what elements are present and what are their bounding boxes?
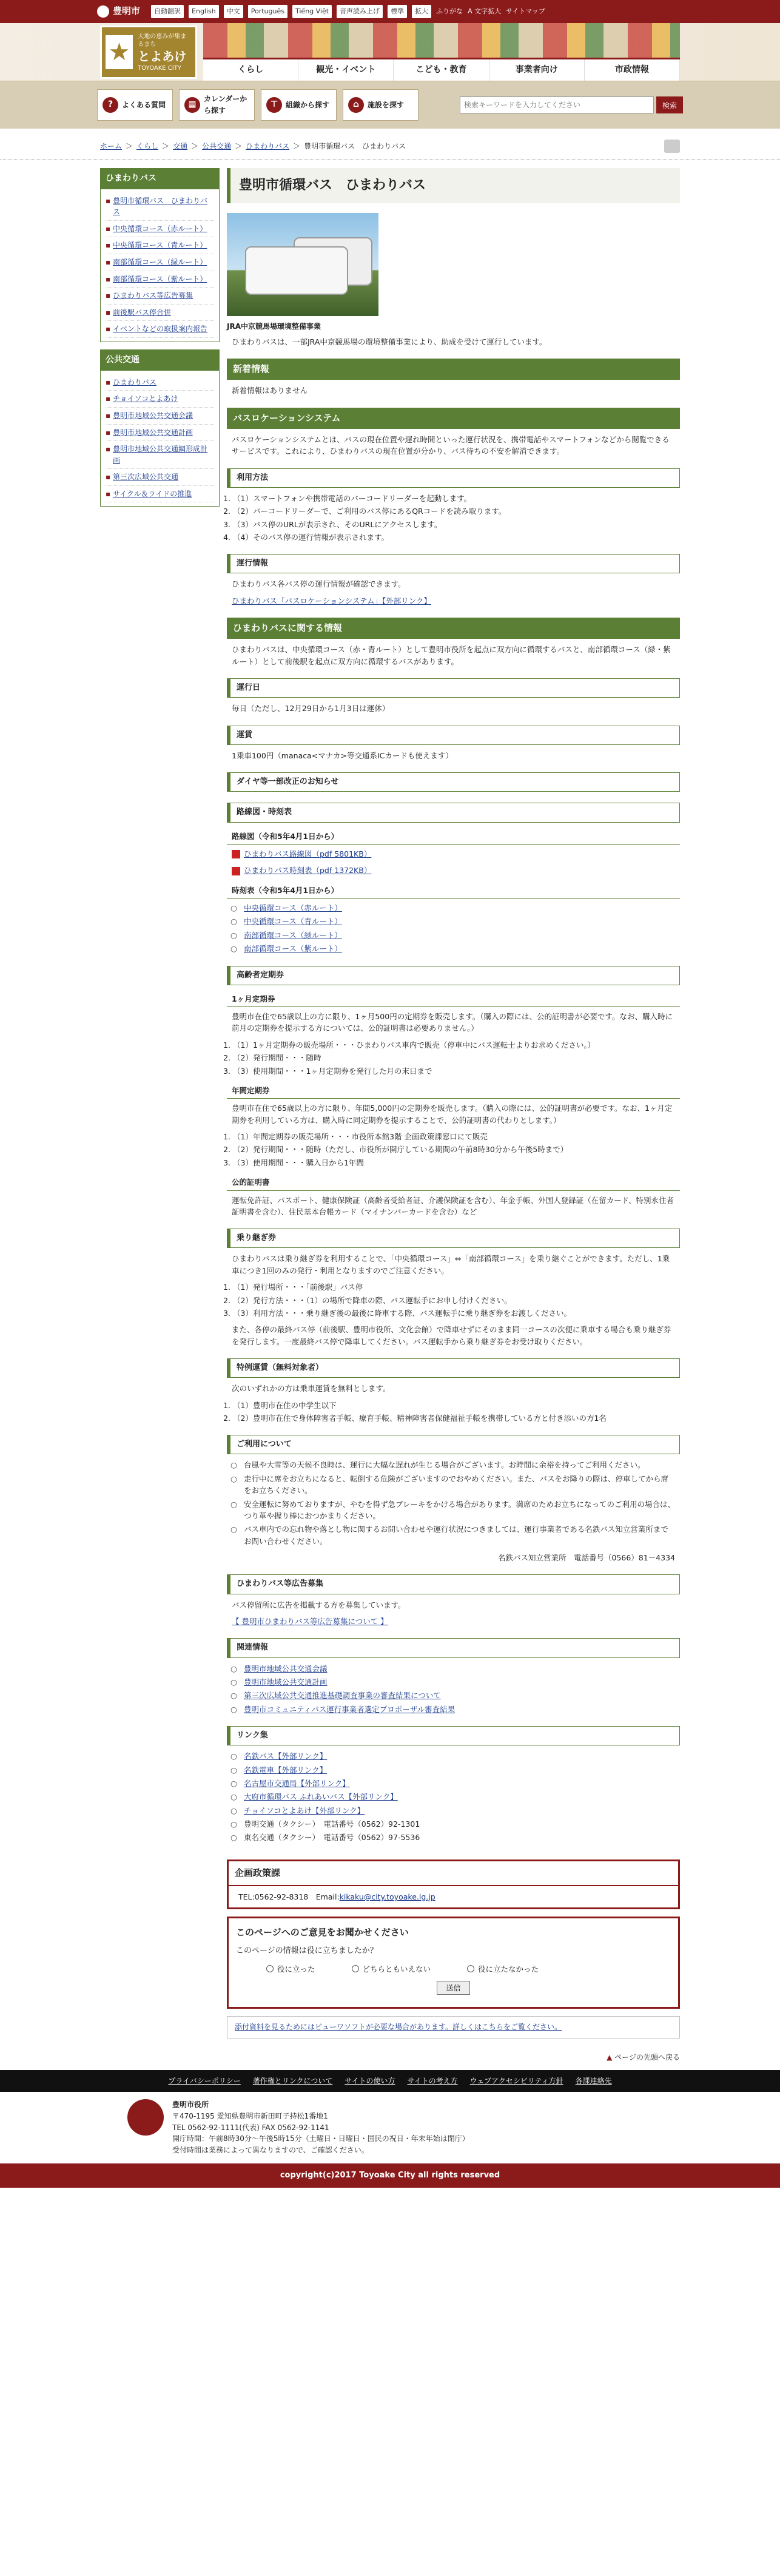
util-text-large[interactable]: 拡大	[412, 5, 431, 18]
brand-logo[interactable]: ★ 大地の恵みが集まるまち とよあけ TOYOAKE CITY	[100, 25, 197, 79]
operation-text: ひまわりバス各バス停の運行情報が確認できます。	[232, 579, 406, 589]
sidebar-item[interactable]: ▪ 前後駅バス停合併	[106, 305, 214, 322]
public-id-subheading: 公的証明書	[227, 1175, 680, 1190]
util-text-standard[interactable]: 標準	[388, 5, 407, 18]
bus-location-link[interactable]: ひまわりバス「バスロケーションシステム」【外部リンク】	[232, 596, 431, 605]
route-link-blue[interactable]: 中央循環コース（青ルート）	[244, 917, 342, 926]
sidebar-box-public-transport	[100, 349, 220, 507]
page-title: 豊明市循環バス ひまわりバス	[227, 168, 680, 203]
list-item: 3. （3）利用方法・・・乗り継ぎ後の最後に降車する際、バス運転手に乗り継ぎ券をお渡しください。	[233, 1307, 675, 1319]
list-item: 4. （4）そのバス停の運行情報が表示されます。	[233, 531, 675, 543]
star-icon: ★	[106, 35, 133, 69]
sidebar-item[interactable]: ▪ サイクル＆ライドの推進	[106, 486, 214, 503]
sidebar-item[interactable]: ▪ 豊明市地域公共交通網形成計画	[106, 441, 214, 469]
global-nav	[203, 58, 680, 81]
links-list	[241, 1750, 675, 1844]
ad-text: バス停留所に広告を掲載する方を募集しています。	[232, 1600, 406, 1610]
public-id-text: 運転免許証、パスポート、健康保険証（高齢者受給者証、介護保険証を含む）、年金手帳、外国人登録証（在留カード、特別永住者証明書を含む）、住民基本台帳カード（マイナンバーカードを含む）など	[232, 1195, 674, 1216]
list-item: 1. （1）発行場所・・・「前後駅」バス停	[233, 1281, 675, 1293]
route-list	[241, 902, 675, 955]
sidebar-item[interactable]: ▪ ひまわりバス	[106, 374, 214, 391]
external-link[interactable]: 名鉄電車【外部リンク】	[244, 1765, 328, 1775]
list-item: ○ 東名交通（タクシー） 電話番号（0562）97-5536	[241, 1832, 675, 1843]
footer-address: 〒470-1195 愛知県豊明市新田町子持松1番地1	[172, 2111, 328, 2120]
footer-tel: TEL 0562-92-1111(代表) FAX 0562-92-1141	[172, 2123, 329, 2132]
meitetsu-tel: 名鉄バス知立営業所 電話番号（0566）81－4334	[497, 1553, 675, 1563]
util-portuguese[interactable]: Português	[248, 5, 287, 18]
footer-link-contacts[interactable]: 各課連絡先	[575, 2077, 612, 2086]
crumb-kurashi[interactable]: くらし	[136, 141, 159, 150]
feedback-option-not-useful[interactable]: 役に立たなかった	[467, 1963, 539, 1975]
top-utility-bar	[0, 0, 780, 23]
route-link-red[interactable]: 中央循環コース（赤ルート）	[244, 903, 342, 913]
footer-hours-note: 受付時間は業務によって異なりますので、ご確認ください。	[172, 2145, 369, 2154]
sidebar-item[interactable]: ▪ イベントなどの取扱案内報告	[106, 321, 214, 338]
annual-pass-text: 豊明市在住で65歳以上の方に限り、年間5,000円の定期券を販売します。（購入の際には、公的証明書が必要です。なお、1ヶ月定期券を利用している方は、購入時に同定期券を提示することで、公的証明書の代わりとします。）	[232, 1104, 673, 1125]
pdf-icon	[232, 850, 240, 858]
monthly-pass-subheading: 1ヶ月定期券	[227, 991, 680, 1007]
print-icon[interactable]	[664, 140, 680, 153]
sidebar-item[interactable]: ▪ 豊明市循環バス ひまわりバス	[106, 193, 214, 221]
copyright: copyright(c)2017 Toyoake City all rights reserved	[0, 2163, 780, 2188]
route-map-pdf-link[interactable]: ひまわりバス路線図（pdf 5801KB）	[244, 849, 372, 858]
crumb-public-transport[interactable]: 公共交通	[202, 141, 232, 150]
transfer-heading: 乗り継ぎ券	[227, 1229, 680, 1248]
feedback-option-useful[interactable]: 役に立った	[266, 1963, 315, 1975]
usage-list	[233, 493, 675, 544]
footer-link-copyright[interactable]: 著作権とリンクについて	[252, 2077, 333, 2086]
list-item: 2. （2）発行期間・・・随時（ただし、市役所が開庁している期間の午前8時30分から午後5時まで）	[233, 1144, 675, 1155]
sidebar-item[interactable]: ▪ 中央循環コース（青ルート）	[106, 237, 214, 254]
related-link[interactable]: 豊明市コミュニティバス運行事業者選定プロポーザル審査結果	[244, 1704, 456, 1714]
news-text: 新着情報はありません	[232, 386, 308, 396]
arrow-up-icon: ▲	[607, 2052, 613, 2062]
contact-email-link[interactable]: kikaku@city.toyoake.lg.jp	[339, 1892, 435, 1902]
crumb-home[interactable]: ホーム	[100, 141, 123, 150]
feedback-question: このページの情報は役に立ちましたか？	[236, 1946, 378, 1955]
nav-shisei[interactable]: 市政情報	[585, 59, 680, 81]
bus-location-heading: バスロケーションシステム	[227, 408, 680, 429]
sidebar-item[interactable]: ▪ 南部循環コース（紫ルート）	[106, 271, 214, 288]
footer-info	[0, 2092, 780, 2163]
util-auto-translate[interactable]: 自動翻訳	[151, 5, 184, 18]
util-english[interactable]: English	[189, 5, 219, 18]
external-link[interactable]: 大府市循環バス ふれあいバス【外部リンク】	[244, 1792, 398, 1802]
util-chinese[interactable]: 中文	[224, 5, 243, 18]
contact-box	[227, 1860, 680, 1910]
external-link[interactable]: チョイソコとよあけ【外部リンク】	[244, 1806, 365, 1815]
ad-link[interactable]: 【 豊明市ひまわりバス等広告募集について 】	[232, 1616, 388, 1626]
site-logo-small[interactable]: 豊明市	[97, 4, 140, 18]
radio-icon[interactable]	[467, 1965, 474, 1972]
fare-heading: 運賃	[227, 726, 680, 745]
quick-links-bar	[0, 81, 780, 129]
org-button[interactable]: ⊤ 組織から探す	[261, 89, 337, 121]
feedback-send-button[interactable]: 送信	[437, 1981, 469, 1995]
nav-kodomo[interactable]: こども・教育	[394, 59, 489, 81]
revision-heading: ダイヤ等一部改正のお知らせ	[227, 772, 680, 792]
org-chart-icon: ⊤	[266, 97, 282, 113]
header-banner-image	[203, 23, 680, 58]
nav-kurashi[interactable]: くらし	[203, 59, 298, 81]
map-heading: 路線図・時刻表	[227, 803, 680, 822]
sidebar-item[interactable]: ▪ チョイソコとよあけ	[106, 391, 214, 408]
footer-link-privacy[interactable]: プライバシーポリシー	[168, 2077, 241, 2086]
list-item: 2. （2）発行方法・・・（1）の場所で降車の際、バス運転手にお申し付けください。	[233, 1295, 675, 1306]
sidebar-item[interactable]: ▪ ひまわりバス等広告募集	[106, 288, 214, 305]
bus-photo	[227, 213, 378, 316]
crumb-kotsu[interactable]: 交通	[173, 141, 188, 150]
calendar-icon: ▦	[184, 97, 200, 113]
monthly-pass-text: 豊明市在住で65歳以上の方に限り、1ヶ月500円の定期券を販売します。（購入の際には、公的証明書が必要です。なお、購入時に前月の定期券を提示する方については、公的証明書は必要ありません。）	[232, 1012, 673, 1033]
viewer-note	[227, 2016, 680, 2038]
service-day-text: 毎日（ただし、12月29日から1月3日は運休）	[232, 704, 390, 713]
faq-button[interactable]: ? よくある質問	[97, 89, 173, 121]
sidebar-item[interactable]: ▪ 南部循環コース（緑ルート）	[106, 254, 214, 271]
route-link-purple[interactable]: 南部循環コース（紫ルート）	[244, 944, 342, 954]
notes-list	[241, 1459, 675, 1547]
sidebar	[100, 168, 220, 2070]
list-item: 2. （2）発行期間・・・随時	[233, 1052, 675, 1064]
contact-dept: 企画政策課	[229, 1861, 678, 1886]
facility-button[interactable]: ⌂ 施設を探す	[343, 89, 419, 121]
service-day-heading: 運行日	[227, 678, 680, 698]
related-heading: 関連情報	[227, 1638, 680, 1657]
feedback-option-neutral[interactable]: どちらともいえない	[352, 1963, 431, 1975]
related-link[interactable]: 豊明市地域公共交通会議	[244, 1664, 328, 1673]
list-item: 2. （2）豊明市在住で身体障害者手帳、療育手帳、精神障害者保健福祉手帳を携帯している方と付き添いの方1名	[233, 1412, 675, 1424]
sidebar-title: ひまわりバス	[101, 169, 219, 189]
route-link-green[interactable]: 南部循環コース（緑ルート）	[244, 930, 342, 940]
list-item: ○ 豊明交通（タクシー） 電話番号（0562）92-1301	[241, 1818, 675, 1830]
search-input[interactable]	[460, 96, 654, 113]
util-text-zoom[interactable]: A 文字拡大	[468, 7, 502, 16]
calendar-button[interactable]: ▦ カレンダーから探す	[179, 89, 255, 121]
external-link[interactable]: 名古屋市交通局【外部リンク】	[244, 1778, 350, 1788]
notes-heading: ご利用について	[227, 1435, 680, 1454]
timetable-pdf-link[interactable]: ひまわりバス時刻表（pdf 1372KB）	[244, 866, 372, 875]
breadcrumb: ホーム ＞ くらし ＞ 交通 ＞ 公共交通 ＞ ひまわりバス ＞ 豊明市循環バス ひまわりバス	[0, 129, 780, 160]
list-item: 3. （3）使用期間・・・1ヶ月定期券を発行した月の末日まで	[233, 1065, 675, 1077]
site-header	[0, 23, 780, 81]
news-heading: 新着情報	[227, 359, 680, 380]
viewer-link[interactable]: 添付資料を見るためにはビューワソフトが必要な場合があります。詳しくはこちらをご覧ください。	[235, 2023, 562, 2032]
back-to-top[interactable]: ▲ ページの先頭へ戻る	[607, 2052, 680, 2062]
radio-icon[interactable]	[266, 1965, 274, 1972]
city-emblem-icon	[127, 2099, 164, 2136]
map-subheading: 路線図（令和5年4月1日から）	[227, 829, 680, 845]
footer-link-howto[interactable]: サイトの使い方	[345, 2077, 395, 2086]
main-content	[227, 168, 680, 2070]
sidebar-box-himawari	[100, 168, 220, 342]
building-icon: ⌂	[348, 97, 364, 113]
radio-icon[interactable]	[352, 1965, 359, 1972]
sidebar-item[interactable]: ▪ 豊明市地域公共交通会議	[106, 408, 214, 425]
fare-text: 1乗車100円（manaca<マナカ>等交通系ICカードも使えます）	[232, 750, 453, 760]
free-fare-text: 次のいずれかの方は乗車運賃を無料とします。	[232, 1384, 391, 1394]
footer-links	[0, 2070, 780, 2092]
list-item: ○ バス車内での忘れ物や落とし物に関するお問い合わせや運行状況につきましては、運行事業者である名鉄バス知立営業所までお問い合わせください。	[241, 1523, 675, 1547]
annual-pass-subheading: 年間定期券	[227, 1083, 680, 1099]
list-item: ○ 台風や大雪等の天候不良時は、運行に大幅な遅れが生じる場合がございます。お時間に余裕を持ってご利用ください。	[241, 1459, 675, 1471]
contact-tel: TEL:0562-92-8318 Email:	[238, 1892, 340, 1902]
about-heading: ひまわりバスに関する情報	[227, 618, 680, 639]
photo-caption: JRA中京競馬場環境整備事業	[227, 322, 321, 331]
question-icon: ?	[103, 97, 118, 113]
senior-pass-heading: 高齢者定期券	[227, 966, 680, 985]
list-item: 1. （1）豊明市在住の中学生以下	[233, 1400, 675, 1411]
about-text: ひまわりバスは、中央循環コース（赤・青ルート）として豊明市役所を起点に双方向に循環するバスと、南部循環コース（緑・紫ルート）として前後駅を起点に双方向に循環するバスがあります。	[232, 645, 671, 666]
list-item: ○ 安全運転に努めておりますが、やむを得ず急ブレーキをかける場合があります。満席のためお立ちになってのご利用の場合は、つり革や握り棒におつかまりください。	[241, 1499, 675, 1522]
list-item: 3. （3）バス停のURLが表示され、そのURLにアクセスします。	[233, 519, 675, 530]
related-link[interactable]: 豊明市地域公共交通計画	[244, 1677, 328, 1687]
city-emblem-icon	[97, 5, 109, 18]
site-search	[460, 96, 683, 113]
intro-text: ひまわりバスは、一部JRA中京競馬場の環境整備事業により、助成を受けて運行しています。	[232, 337, 547, 346]
bus-location-text: バスロケーションシステムとは、バスの現在位置や遅れ時間といった運行状況を、携帯電話やスマートフォンなどから閲覧できるサービスです。これにより、ひまわりバスの現在位置が分かり、バス待ちの不安を解消できます。	[232, 434, 670, 456]
feedback-form	[227, 1917, 680, 2009]
related-list	[241, 1663, 675, 1716]
list-item: 3. （3）使用期間・・・購入日から1年間	[233, 1157, 675, 1168]
related-link[interactable]: 第三次広域公共交通推進基礎調査事業の審査結果について	[244, 1691, 441, 1701]
list-item: 1. （1）スマートフォンや携帯電話のバーコードリーダーを起動します。	[233, 493, 675, 504]
sidebar-item[interactable]: ▪ 中央循環コース（赤ルート）	[106, 221, 214, 238]
util-furigana[interactable]: ふりがな	[436, 7, 463, 16]
ad-heading: ひまわりバス等広告募集	[227, 1574, 680, 1594]
sidebar-item[interactable]: ▪ 第三次広域公共交通	[106, 469, 214, 486]
feedback-title: このページへのご意見をお聞かせください	[236, 1927, 409, 1938]
nav-kanko[interactable]: 観光・イベント	[298, 59, 394, 81]
list-item: 1. （1）1ヶ月定期券の販売場所・・・ひまわりバス車内で販売（停車中にバス運転士よりお求めください。）	[233, 1039, 675, 1051]
operation-heading: 運行情報	[227, 554, 680, 573]
crumb-himawari[interactable]: ひまわりバス	[246, 141, 290, 150]
footer-link-accessibility[interactable]: ウェブアクセシビリティ方針	[469, 2077, 563, 2086]
external-link[interactable]: 名鉄バス【外部リンク】	[244, 1752, 328, 1761]
links-heading: リンク集	[227, 1726, 680, 1745]
sidebar-title: 公共交通	[101, 350, 219, 371]
list-item: 2. （2）バーコードリーダーで、ご利用のバス停にあるQRコードを読み取ります。	[233, 505, 675, 517]
free-fare-heading: 特例運賃（無料対象者）	[227, 1358, 680, 1378]
sidebar-item[interactable]: ▪ 豊明市地域公共交通計画	[106, 425, 214, 442]
list-item: 1. （1）年間定期券の販売場所・・・市役所本館3階 企画政策課窓口にて販売	[233, 1131, 675, 1142]
footer-link-policy[interactable]: サイトの考え方	[407, 2077, 458, 2086]
footer-city-hall: 豊明市役所	[172, 2100, 209, 2109]
search-button[interactable]: 検索	[656, 96, 683, 113]
footer-hours: 開庁時間：午前8時30分〜午後5時15分（土曜日・日曜日・国民の祝日・年末年始は閉庁）	[172, 2134, 469, 2143]
usage-heading: 利用方法	[227, 468, 680, 488]
pdf-icon	[232, 867, 240, 875]
util-sitemap[interactable]: サイトマップ	[506, 7, 545, 16]
timetable-subheading: 時刻表（令和5年4月1日から）	[227, 883, 680, 899]
transfer-text: ひまわりバスは乗り継ぎ券を利用することで、「中央循環コース」⇔「南部循環コース」を乗り継ぐことができます。ただし、1乗車につき1回のみの発行・利用となりますのでご注意ください。	[232, 1254, 670, 1275]
list-item: ○ 走行中に席をお立ちになると、転倒する危険がございますのでおやめください。また、バスをお降りの際は、停車してから席をお立ちください。	[241, 1473, 675, 1497]
transfer-text-2: また、各停の最終バス停（前後駅、豊明市役所、文化会館）で降車せずにそのまま同一コースの次便に乗車する場合も乗り継ぎ券を発行します。一度最終バス停で降車してください。バス運転手から乗り継ぎ券をお受け取りください。	[232, 1325, 671, 1346]
util-read-aloud[interactable]: 音声読み上げ	[337, 5, 383, 18]
nav-jigyosha[interactable]: 事業者向け	[489, 59, 585, 81]
util-vietnamese[interactable]: Tiếng Việt	[292, 5, 332, 18]
crumb-current: 豊明市循環バス ひまわりバス	[304, 141, 406, 150]
